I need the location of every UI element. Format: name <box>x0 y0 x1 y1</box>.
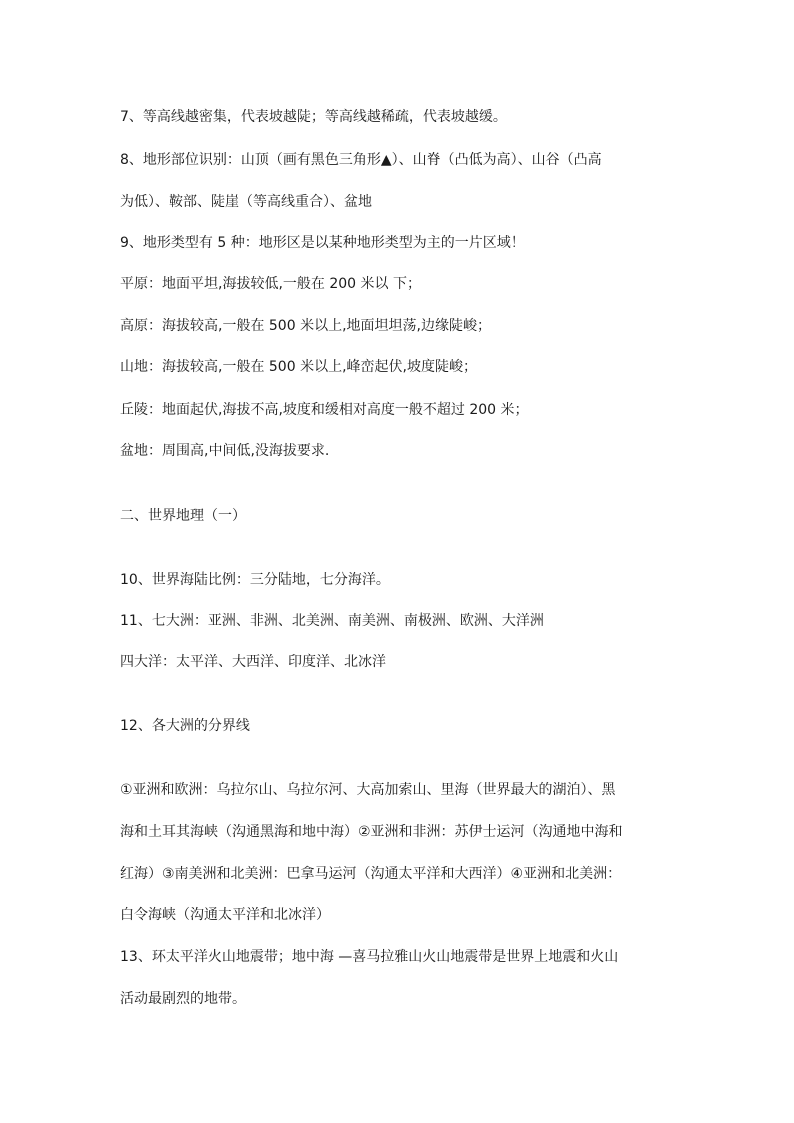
landform-plain: 平原：地面平坦,海拔较低,一般在 200 米以 下； <box>120 276 421 292</box>
landform-plateau: 高原：海拔较高,一般在 500 米以上,地面坦坦荡,边缘陡峻； <box>120 318 491 334</box>
point-8-terrain-identification: 8、地形部位识别：山顶（画有黑色三角形▲）、山脊（凸低为高）、山谷（凸高 <box>120 152 602 168</box>
boundary-asia-north-america: 白令海峡（沟通太平洋和北冰洋） <box>120 907 330 923</box>
point-13-seismic-belts: 13、环太平洋火山地震带；地中海 —喜马拉雅山火山地震带是世界上地震和火山 <box>120 949 619 965</box>
four-oceans: 四大洋：太平洋、大西洋、印度洋、北冰洋 <box>120 654 386 670</box>
point-13-seismic-belts-cont: 活动最剧烈的地带。 <box>120 991 246 1007</box>
point-10-land-sea-ratio: 10、世界海陆比例：三分陆地，七分海洋。 <box>120 572 390 588</box>
landform-hills: 丘陵：地面起伏,海拔不高,坡度和缓相对高度一般不超过 200 米； <box>120 402 529 418</box>
landform-mountain: 山地：海拔较高,一般在 500 米以上,峰峦起伏,坡度陡峻； <box>120 359 477 375</box>
point-9-landform-types: 9、地形类型有 5 种：地形区是以某种地形类型为主的一片区域！ <box>120 235 525 251</box>
point-12-continent-boundaries: 12、各大洲的分界线 <box>120 718 250 734</box>
point-11-seven-continents: 11、七大洲：亚洲、非洲、北美洲、南美洲、南极洲、欧洲、大洋洲 <box>120 613 544 629</box>
boundary-asia-europe: ①亚洲和欧洲：乌拉尔山、乌拉尔河、大高加索山、里海（世界最大的湖泊）、黑 <box>120 782 616 798</box>
section-heading-world-geography: 二、世界地理（一） <box>120 508 246 524</box>
point-7-contour-density: 7、等高线越密集，代表坡越陡；等高线越稀疏，代表坡越缓。 <box>120 109 507 125</box>
boundary-americas: 红海）③南美洲和北美洲：巴拿马运河（沟通太平洋和大西洋）④亚洲和北美洲： <box>120 866 622 882</box>
landform-basin: 盆地：周围高,中间低,没海拔要求. <box>120 443 330 459</box>
point-8-terrain-identification-cont: 为低）、鞍部、陡崖（等高线重合）、盆地 <box>120 194 372 210</box>
boundary-asia-africa: 海和土耳其海峡（沟通黑海和地中海）②亚洲和非洲：苏伊士运河（沟通地中海和 <box>120 824 623 840</box>
